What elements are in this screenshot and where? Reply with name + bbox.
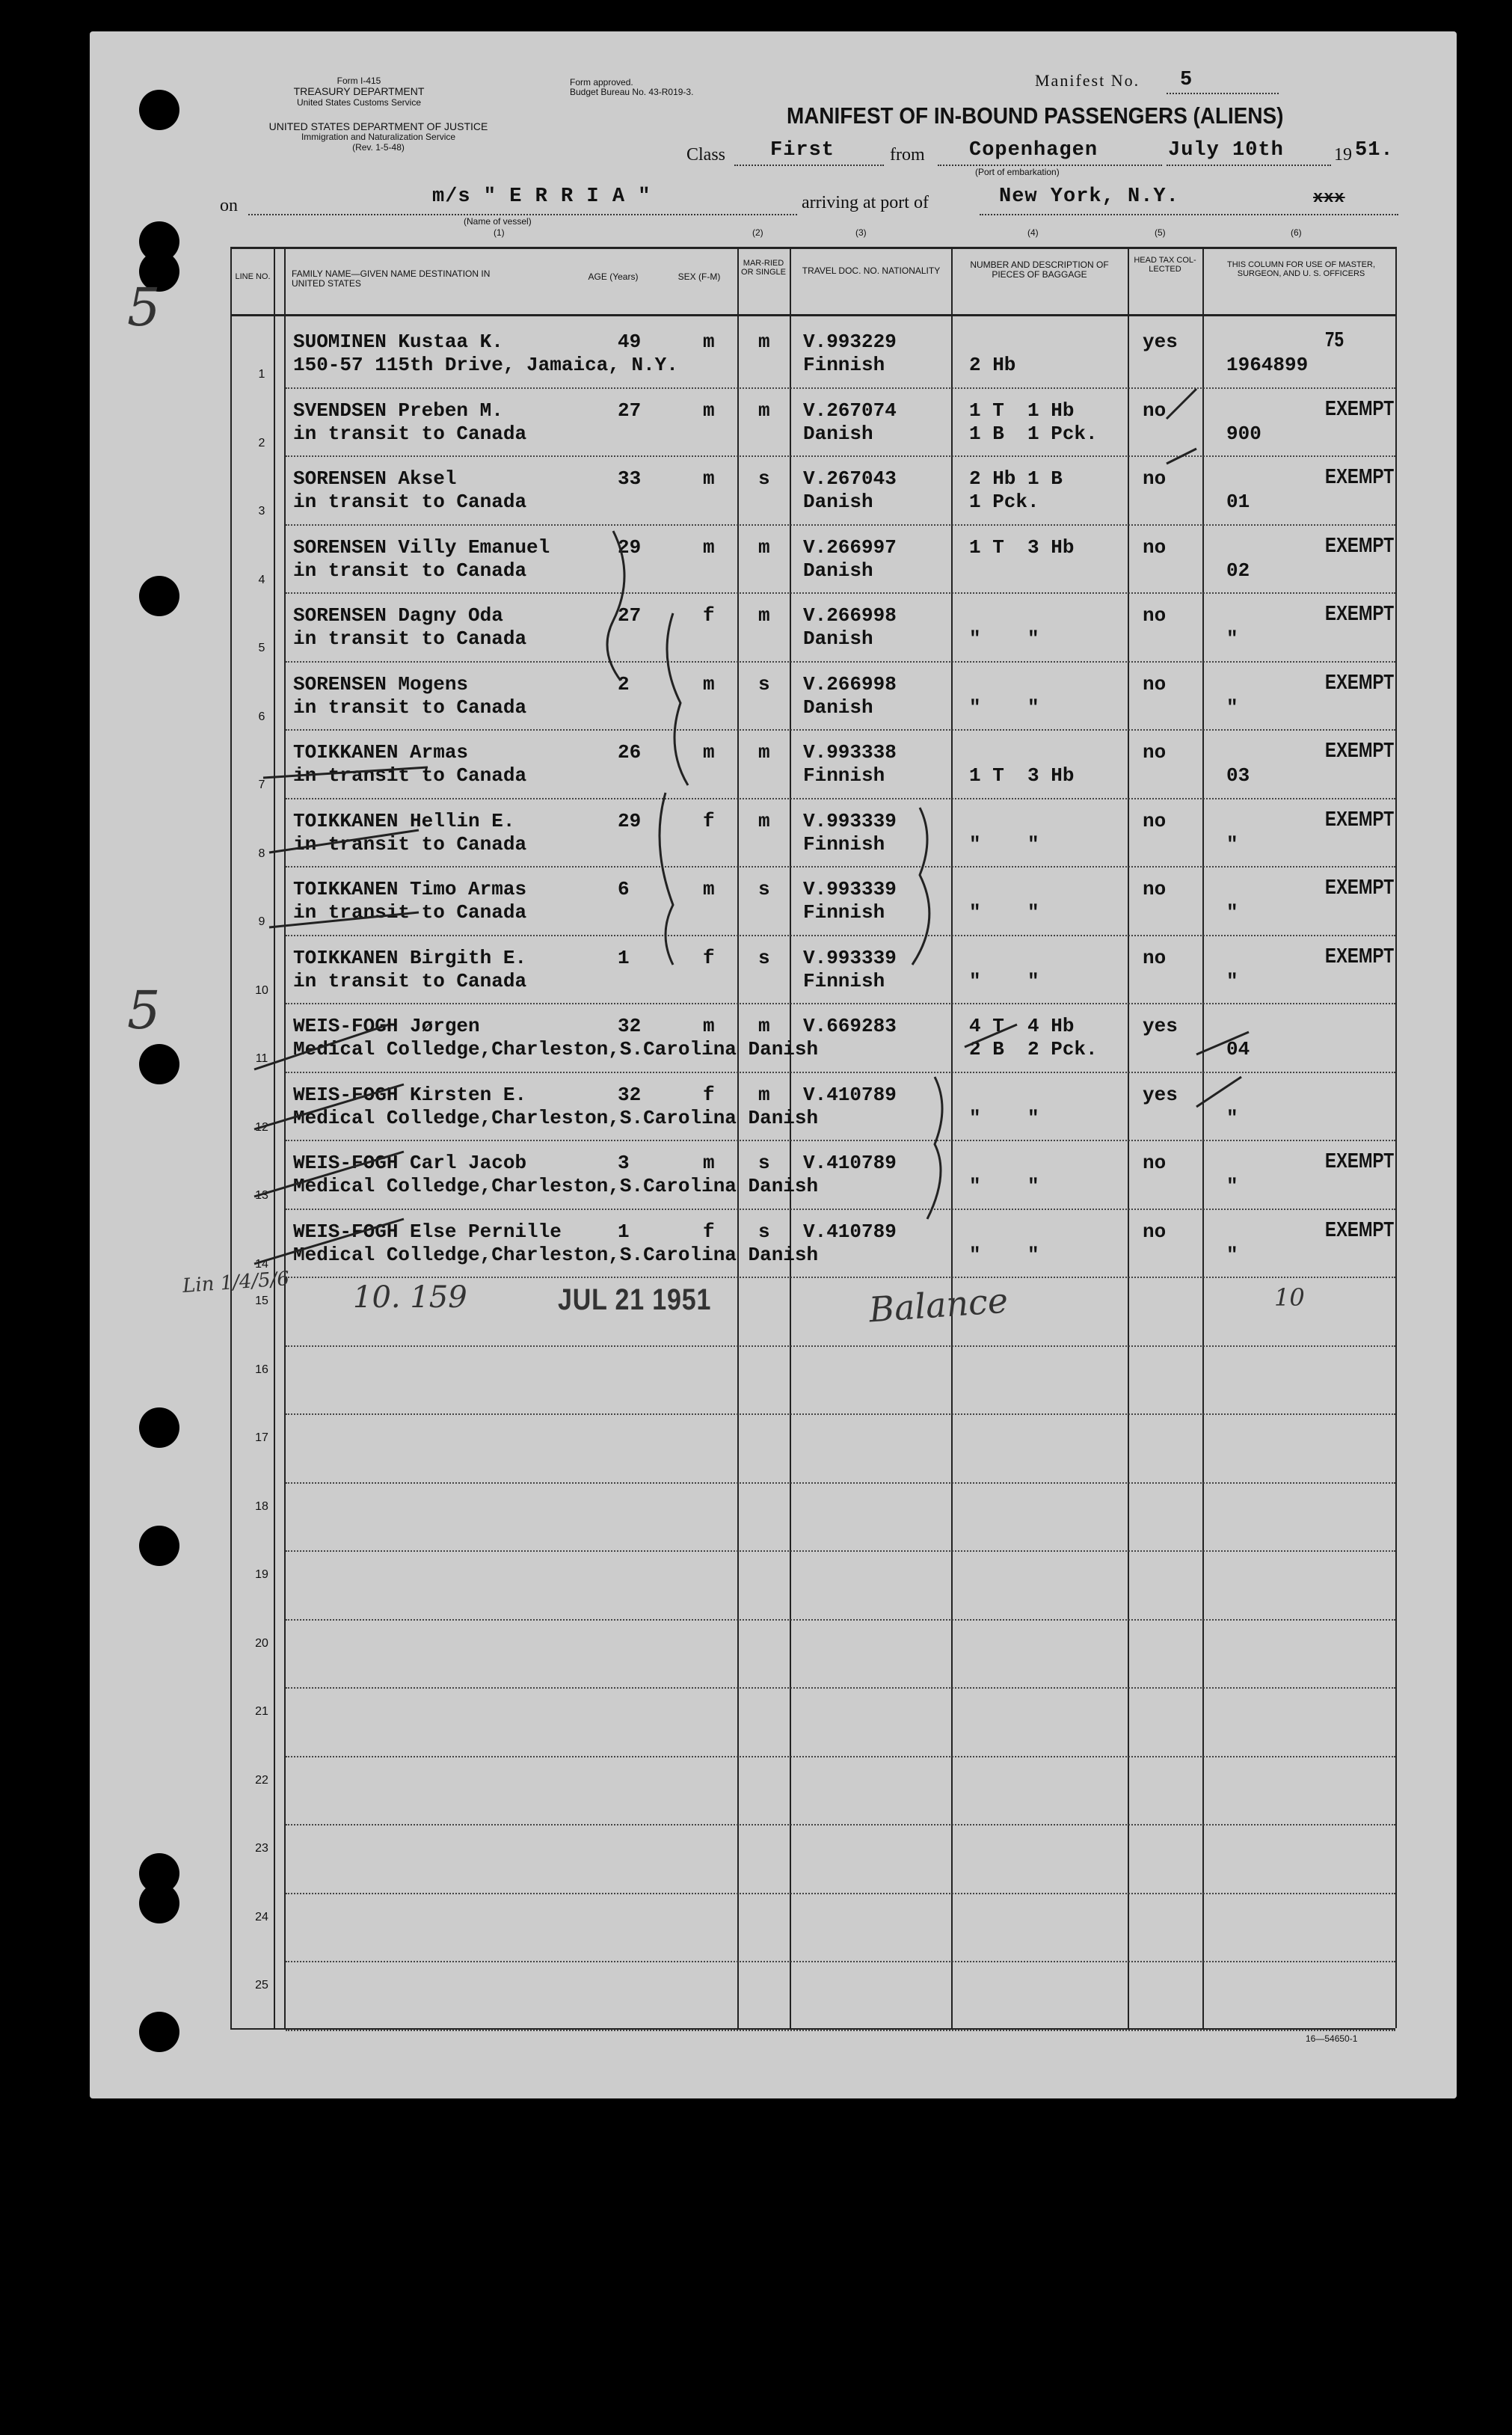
col-num-6: (6): [1291, 227, 1302, 238]
form-id-block: [247, 76, 471, 108]
cell-tax: yes: [1143, 331, 1178, 353]
cell-no: 10: [255, 983, 268, 997]
from-label: from: [890, 145, 925, 165]
col-divider-tax: [1202, 247, 1204, 2028]
cell-bag2: 1 T 3 Hb: [969, 764, 1075, 787]
row-rule: [286, 1824, 1395, 1826]
cell-nat: Finnish: [803, 354, 885, 376]
arrival-date: July 10th: [1168, 139, 1284, 162]
margin-mark: 5: [127, 980, 161, 1041]
cell-age: 33: [618, 467, 642, 490]
col-divider-name: [284, 247, 286, 2028]
cell-tax: no: [1143, 467, 1167, 490]
row-rule: [286, 798, 1395, 799]
cell-age: 29: [618, 535, 642, 559]
cell-no: 13: [255, 1189, 268, 1202]
cell-name: TOIKKANEN Birgith E.: [293, 946, 527, 969]
punch-hole: [139, 1407, 179, 1448]
budget-bureau: Budget Bureau No. 43-R019-3.: [570, 87, 694, 98]
col-age: AGE (Years): [588, 271, 639, 282]
cell-annot: EXEMPT: [1325, 669, 1395, 693]
cell-doc: V.993339: [803, 946, 897, 969]
cell-bag1: 4 T 4 Hb: [969, 1015, 1075, 1037]
cell-marital: m: [758, 741, 770, 764]
cell-sex: m: [703, 467, 715, 490]
cell-no: 6: [258, 710, 265, 723]
cell-doc: V.266998: [803, 604, 897, 627]
cell-marital: m: [758, 535, 770, 559]
cell-name: TOIKKANEN Timo Armas: [293, 878, 527, 900]
cell-bag2: " ": [969, 1175, 1039, 1197]
cell-doc: V.410789: [803, 1083, 897, 1106]
row-rule: [286, 1961, 1395, 1962]
cell-doc: V.993339: [803, 809, 897, 832]
cell-annot: EXEMPT: [1325, 532, 1395, 556]
row-rule: [286, 866, 1395, 868]
footer-code: 16—54650-1: [1306, 2033, 1358, 2044]
col-headtax: HEAD TAX COL-LECTED: [1134, 256, 1196, 274]
line-number: 24: [255, 1910, 268, 1923]
row-rule: [286, 935, 1395, 936]
cell-sex: m: [703, 1015, 715, 1037]
frame-right: [1395, 247, 1397, 2028]
line-number: 16: [255, 1363, 268, 1376]
cell-doc: V.410789: [803, 1152, 897, 1174]
class-line: [734, 165, 884, 166]
cell-off2: ": [1226, 1175, 1238, 1197]
cell-no: 3: [258, 505, 265, 518]
line-number: 15: [255, 1295, 268, 1307]
form-approved: Form approved.: [570, 77, 633, 87]
cell-no: 7: [258, 779, 265, 791]
cell-dest: in transit to Canada: [293, 627, 527, 650]
row-rule: [286, 1277, 1395, 1278]
cell-dest: Medical Colledge,Charleston,S.Carolina Danish: [293, 1106, 819, 1129]
cell-age: 29: [618, 809, 642, 832]
cell-marital: m: [758, 399, 770, 422]
cell-marital: s: [758, 1220, 770, 1243]
handwritten-balance: Balance: [867, 1280, 1009, 1330]
cell-nat: Finnish: [803, 969, 885, 992]
cell-annot: EXEMPT: [1325, 943, 1395, 967]
row-rule: [286, 455, 1395, 457]
col-sex: SEX (F-M): [677, 271, 721, 282]
cell-dest: Medical Colledge,Charleston,S.Carolina Danish: [293, 1243, 819, 1266]
frame-left: [230, 247, 232, 2028]
cell-bag2: " ": [969, 696, 1039, 719]
cell-name: SVENDSEN Preben M.: [293, 399, 503, 422]
cell-nat: Finnish: [803, 764, 885, 787]
cell-no: 9: [258, 915, 265, 928]
col-num-4: (4): [1027, 227, 1039, 238]
cell-name: SORENSEN Aksel: [293, 467, 457, 490]
cell-bag2: 1 Pck.: [969, 491, 1039, 513]
cell-age: 2: [618, 672, 630, 696]
manifest-title: MANIFEST OF IN-BOUND PASSENGERS (ALIENS): [787, 102, 1284, 129]
row-rule: [286, 1072, 1395, 1073]
cell-marital: m: [758, 809, 770, 832]
line-number: 17: [255, 1431, 268, 1444]
manifest-number-line: [1167, 93, 1279, 94]
cell-bag2: " ": [969, 832, 1039, 856]
cell-nat: Danish: [803, 422, 873, 445]
cell-name: SORENSEN Mogens: [293, 672, 469, 696]
handwritten-tail: 10: [1274, 1283, 1305, 1312]
cell-nat: Danish: [803, 696, 873, 719]
cell-marital: s: [758, 672, 770, 696]
cell-sex: f: [703, 946, 715, 969]
cell-marital: s: [758, 1152, 770, 1174]
cell-name: SUOMINEN Kustaa K.: [293, 331, 503, 353]
col-line-no: LINE NO.: [235, 272, 271, 281]
row-rule: [286, 1003, 1395, 1004]
vessel-caption: (Name of vessel): [464, 216, 532, 227]
cell-no: 8: [258, 847, 265, 860]
revision-label: (Rev. 1-5-48): [352, 141, 405, 153]
margin-mark: 5: [127, 277, 161, 338]
line-number: 20: [255, 1636, 268, 1650]
cell-doc: V.267043: [803, 467, 897, 490]
handwritten-count: 10. 159: [353, 1280, 467, 1315]
cell-annot: EXEMPT: [1325, 1149, 1395, 1172]
class-value: First: [770, 139, 835, 162]
cell-name: TOIKKANEN Armas: [293, 741, 469, 764]
col-name: FAMILY NAME—GIVEN NAME DESTINATION IN UNITED STATES: [292, 268, 491, 289]
cell-bag2: " ": [969, 1243, 1039, 1266]
cell-dest: in transit to Canada: [293, 832, 527, 856]
cell-off2: 04: [1226, 1038, 1250, 1060]
cell-tax: yes: [1143, 1083, 1178, 1106]
cell-tax: yes: [1143, 1015, 1178, 1037]
cell-name: WEIS-FOGH Jørgen: [293, 1015, 480, 1037]
cell-bag1: 1 T 3 Hb: [969, 535, 1075, 559]
cell-marital: s: [758, 946, 770, 969]
year-value: 51.: [1355, 139, 1394, 162]
cell-dest: in transit to Canada: [293, 559, 527, 582]
row-rule: [286, 387, 1395, 389]
cell-sex: f: [703, 604, 715, 627]
cell-sex: m: [703, 399, 715, 422]
customs-label: United States Customs Service: [296, 96, 422, 108]
cell-dest: in transit to Canada: [293, 696, 527, 719]
manifest-number: 5: [1180, 69, 1193, 91]
row-rule: [286, 1482, 1395, 1484]
cell-off2: ": [1226, 832, 1238, 856]
vessel-line: [248, 214, 797, 215]
cell-annot: EXEMPT: [1325, 738, 1395, 761]
punch-hole: [139, 1526, 179, 1566]
cell-dest: Medical Colledge,Charleston,S.Carolina Danish: [293, 1175, 819, 1197]
cell-annot: EXEMPT: [1325, 806, 1395, 830]
cell-bag1: 2 Hb 1 B: [969, 467, 1063, 490]
cell-off2: ": [1226, 627, 1238, 650]
row-rule: [286, 2030, 1395, 2031]
cell-sex: f: [703, 809, 715, 832]
cell-off2: ": [1226, 969, 1238, 992]
cell-doc: V.267074: [803, 399, 897, 422]
cell-bag2: 2 B 2 Pck.: [969, 1038, 1098, 1060]
cell-no: 12: [255, 1120, 268, 1134]
col-married: MAR-RIED OR SINGLE: [741, 259, 786, 277]
row-rule: [286, 592, 1395, 594]
cell-tax: no: [1143, 1220, 1167, 1243]
cell-name: SORENSEN Dagny Oda: [293, 604, 503, 627]
cell-off2: ": [1226, 901, 1238, 924]
cell-tax: no: [1143, 878, 1167, 900]
cell-tax: no: [1143, 1152, 1167, 1174]
cell-off2: 900: [1226, 422, 1261, 445]
cell-sex: m: [703, 672, 715, 696]
cell-annot: EXEMPT: [1325, 396, 1395, 420]
port-line: [938, 165, 1162, 166]
punch-hole: [139, 576, 179, 616]
cell-doc: V.669283: [803, 1015, 897, 1037]
cell-nat: Finnish: [803, 832, 885, 856]
cell-name: TOIKKANEN Hellin E.: [293, 809, 515, 832]
struck-text: xxx: [1313, 188, 1345, 207]
line-number: 22: [255, 1773, 268, 1787]
cell-bag1: 1 T 1 Hb: [969, 399, 1075, 422]
cell-doc: V.266998: [803, 672, 897, 696]
row-rule: [286, 1893, 1395, 1894]
row-rule: [286, 1687, 1395, 1689]
cell-annot: EXEMPT: [1325, 1217, 1395, 1241]
row-rule: [286, 1209, 1395, 1210]
cell-dest: in transit to Canada: [293, 764, 527, 787]
cell-age: 1: [618, 1220, 630, 1243]
punch-hole: [139, 1044, 179, 1084]
cell-sex: m: [703, 1152, 715, 1174]
row-rule: [286, 1619, 1395, 1621]
cell-tax: no: [1143, 946, 1167, 969]
treasury-label: TREASURY DEPARTMENT: [293, 85, 425, 98]
cell-bag2: " ": [969, 901, 1039, 924]
cell-annot: EXEMPT: [1325, 464, 1395, 488]
cell-tax: no: [1143, 672, 1167, 696]
cell-off2: ": [1226, 696, 1238, 719]
col-officers: THIS COLUMN FOR USE OF MASTER, SURGEON, AND U. S. OFFICERS: [1226, 260, 1375, 279]
row-rule: [286, 1413, 1395, 1415]
vessel-name: m/s " E R R I A ": [432, 185, 651, 208]
cell-no: 11: [255, 1052, 268, 1065]
col-num-2: (2): [752, 227, 763, 238]
cell-age: 27: [618, 604, 642, 627]
cell-age: 6: [618, 878, 630, 900]
cell-age: 49: [618, 331, 642, 353]
port-embarkation: Copenhagen: [969, 139, 1098, 162]
line-number: 23: [255, 1842, 268, 1855]
cell-off2: 02: [1226, 559, 1250, 582]
cell-age: 1: [618, 946, 630, 969]
cell-name: WEIS-FOGH Kirsten E.: [293, 1083, 527, 1106]
cell-no: 14: [255, 1257, 268, 1271]
cell-annot: EXEMPT: [1325, 875, 1395, 898]
cell-marital: m: [758, 604, 770, 627]
cell-sex: m: [703, 741, 715, 764]
row-rule: [286, 729, 1395, 731]
row-rule: [286, 661, 1395, 663]
immigration-label: Immigration and Naturalization Service: [301, 132, 456, 143]
col-travel: TRAVEL DOC. NO. NATIONALITY: [802, 265, 941, 276]
cell-tax: no: [1143, 604, 1167, 627]
cell-tax: no: [1143, 535, 1167, 559]
cell-doc: V.993229: [803, 331, 897, 353]
cell-nat: Danish: [803, 627, 873, 650]
row-rule: [286, 1756, 1395, 1757]
row-rule: [286, 524, 1395, 526]
cell-bag2: 2 Hb: [969, 354, 1016, 376]
year-prefix: 19: [1334, 145, 1352, 165]
col-num-3: (3): [855, 227, 867, 238]
row-rule: [286, 1140, 1395, 1141]
cell-off2: ": [1226, 1106, 1238, 1129]
cell-age: 32: [618, 1015, 642, 1037]
cell-marital: m: [758, 331, 770, 353]
cell-nat: Danish: [803, 491, 873, 513]
cell-marital: s: [758, 467, 770, 490]
cell-bag2: " ": [969, 969, 1039, 992]
cell-off2: 1964899: [1226, 354, 1309, 376]
cell-dest: 150-57 115th Drive, Jamaica, N.Y.: [293, 354, 678, 376]
cell-sex: m: [703, 878, 715, 900]
cell-annot: 75: [1325, 328, 1344, 351]
approval-block: [570, 78, 693, 97]
cell-dest: in transit to Canada: [293, 901, 527, 924]
cell-no: 1: [258, 368, 265, 381]
col-baggage: NUMBER AND DESCRIPTION OF PIECES OF BAGGAGE: [970, 260, 1109, 280]
table-top-rule: [230, 247, 1395, 249]
arrival-port: New York, N.Y.: [999, 185, 1179, 208]
class-label: Class: [686, 145, 726, 165]
cell-sex: f: [703, 1083, 715, 1106]
cell-doc: V.410789: [803, 1220, 897, 1243]
cell-dest: in transit to Canada: [293, 969, 527, 992]
line-number: 25: [255, 1979, 268, 1992]
handwritten-line-note: Lin 1/4/5/6: [182, 1268, 290, 1298]
cell-annot: EXEMPT: [1325, 601, 1395, 624]
cell-dest: in transit to Canada: [293, 422, 527, 445]
cell-age: 27: [618, 399, 642, 422]
cell-bag2: " ": [969, 627, 1039, 650]
cell-nat: Danish: [803, 559, 873, 582]
cell-nat: Finnish: [803, 901, 885, 924]
col-divider-married-a: [737, 247, 739, 2028]
port-caption: (Port of embarkation): [975, 167, 1060, 177]
col-num-1: (1): [494, 227, 505, 238]
cell-dest: Medical Colledge,Charleston,S.Carolina Danish: [293, 1038, 819, 1060]
cell-name: WEIS-FOGH Else Pernille: [293, 1220, 562, 1243]
cell-sex: m: [703, 331, 715, 353]
arrival-port-line: [980, 214, 1398, 215]
cell-marital: m: [758, 1083, 770, 1106]
justice-label: UNITED STATES DEPARTMENT OF JUSTICE: [268, 120, 488, 132]
cell-off2: ": [1226, 1243, 1238, 1266]
on-label: on: [220, 196, 238, 215]
punch-hole: [139, 90, 179, 130]
cell-no: 2: [258, 436, 265, 449]
date-line: [1167, 165, 1331, 166]
cell-dest: in transit to Canada: [293, 491, 527, 513]
cell-bag2: 1 B 1 Pck.: [969, 422, 1098, 445]
cell-sex: m: [703, 535, 715, 559]
line-number: 18: [255, 1499, 268, 1513]
header-bottom-rule: [230, 314, 1395, 316]
justice-block: [214, 121, 543, 153]
form-number: Form I-415: [336, 76, 381, 86]
cell-bag2: " ": [969, 1106, 1039, 1129]
cell-doc: V.266997: [803, 535, 897, 559]
cell-marital: m: [758, 1015, 770, 1037]
col-divider-married-b: [790, 247, 791, 2028]
row-rule: [286, 1550, 1395, 1552]
cell-age: 26: [618, 741, 642, 764]
cell-doc: V.993339: [803, 878, 897, 900]
cell-doc: V.993338: [803, 741, 897, 764]
line-number: 19: [255, 1568, 268, 1581]
cell-tax: no: [1143, 741, 1167, 764]
cell-tax: no: [1143, 809, 1167, 832]
manifest-number-label: Manifest No.: [1035, 71, 1140, 90]
cell-sex: f: [703, 1220, 715, 1243]
punch-hole: [139, 1883, 179, 1923]
cell-tax: no: [1143, 399, 1167, 422]
cell-marital: s: [758, 878, 770, 900]
col-num-5: (5): [1155, 227, 1166, 238]
date-stamp: JUL 21 1951: [558, 1283, 712, 1316]
cell-off2: 01: [1226, 491, 1250, 513]
cell-no: 5: [258, 642, 265, 654]
punch-hole: [139, 2012, 179, 2052]
col-divider-baggage: [1128, 247, 1129, 2028]
cell-name: WEIS-FOGH Carl Jacob: [293, 1152, 527, 1174]
arriving-label: arriving at port of: [802, 193, 929, 212]
line-number: 21: [255, 1705, 268, 1718]
cell-no: 4: [258, 573, 265, 586]
col-divider-travel: [951, 247, 953, 2028]
cell-name: SORENSEN Villy Emanuel: [293, 535, 550, 559]
row-rule: [286, 1345, 1395, 1347]
cell-age: 32: [618, 1083, 642, 1106]
cell-off2: 03: [1226, 764, 1250, 787]
cell-age: 3: [618, 1152, 630, 1174]
